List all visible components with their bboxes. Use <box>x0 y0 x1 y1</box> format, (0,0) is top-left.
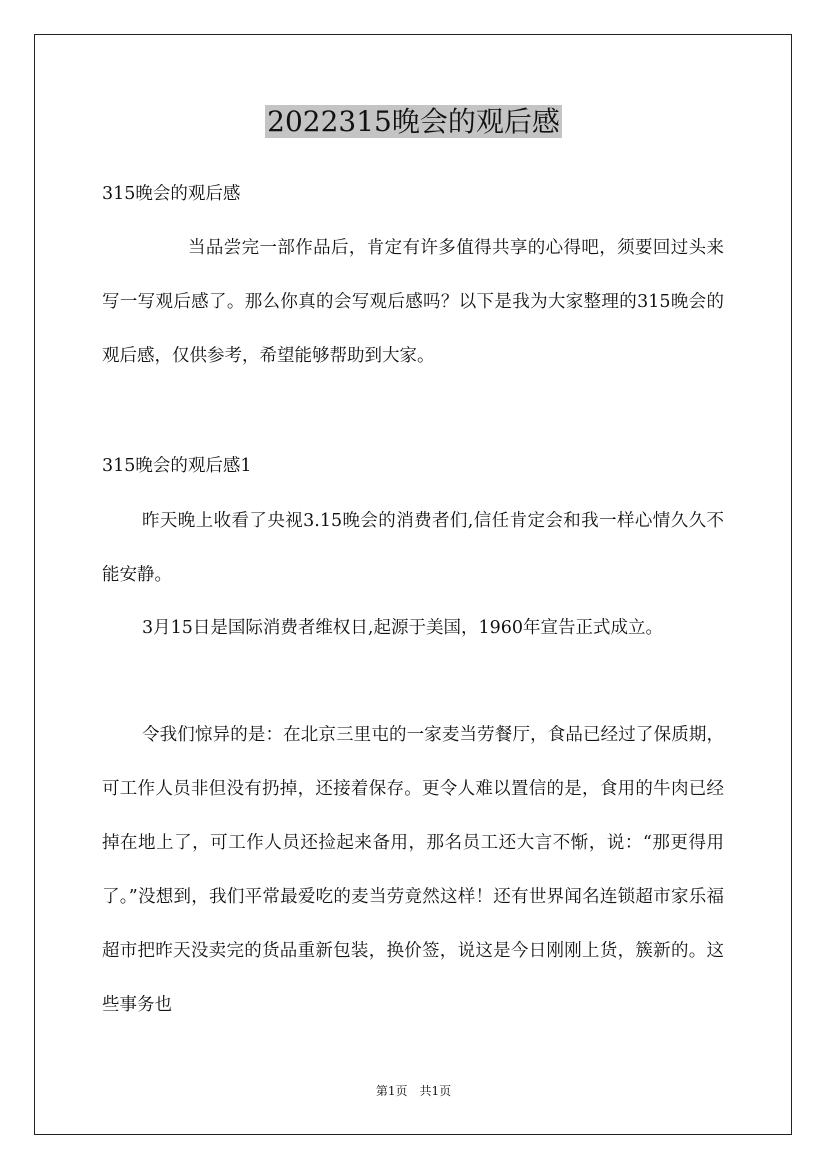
page-number-footer: 第1页 共1页 <box>375 1084 452 1098</box>
section-heading: 315晚会的观后感1 <box>102 456 252 476</box>
intro-paragraph: 当品尝完一部作品后，肯定有许多值得共享的心得吧，须要回过头来写一写观后感了。那么你真的会写观后感吗？以下是我为大家整理的315晚会的观后感，仅供参考，希望能够帮助到大家。 <box>102 238 724 366</box>
document-title <box>0 101 827 143</box>
document-title-text: 2022315晚会的观后感 <box>267 105 560 138</box>
body-paragraph-2: 3月15日是国际消费者维权日,起源于美国，1960年宣告正式成立。 <box>142 618 663 638</box>
body-paragraph-3: 令我们惊异的是：在北京三里屯的一家麦当劳餐厅，食品已经过了保质期，可工作人员非但没有扔掉，还接着保存。更令人难以置信的是，食用的牛肉已经掉在地上了，可工作人员还捡起来备用，那名员工还大言不惭，说：“那更得用了。”没想到，我们平常最爱吃的麦当劳竟然这样！还有世界闻名连锁超市家乐福超市把昨天没卖完的货品重新包装，换价签，说这是今日刚刚上货，簇新的。这些事务也 <box>102 725 724 1015</box>
body-paragraph-1: 昨天晚上收看了央视3.15晚会的消费者们,信任肯定会和我一样心情久久不能安静。 <box>102 511 724 585</box>
document-subtitle: 315晚会的观后感 <box>102 184 241 204</box>
